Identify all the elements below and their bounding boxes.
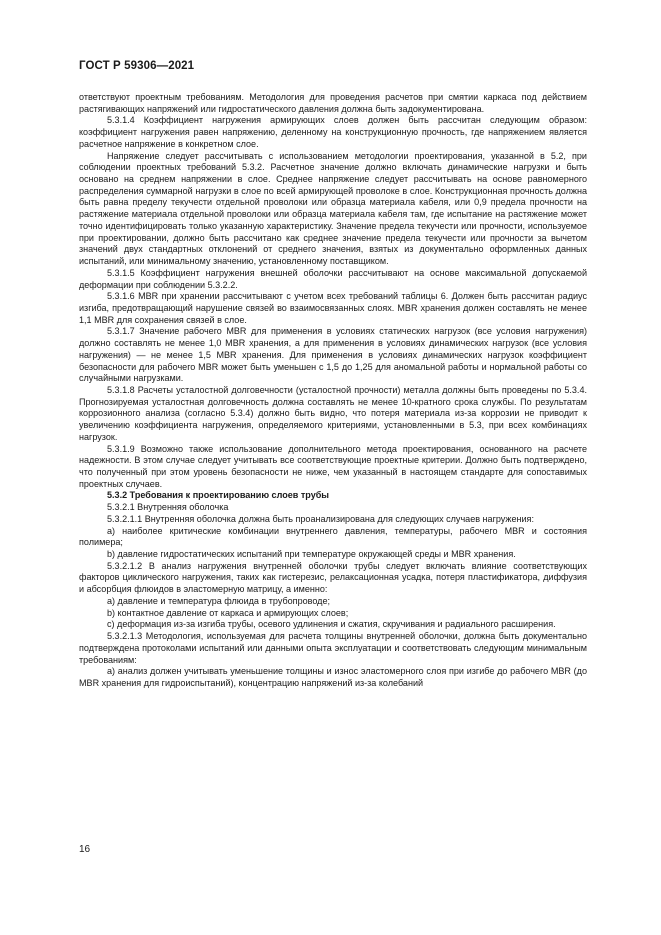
paragraph: ответствуют проектным требованиям. Методология для проведения расчетов при смятии каркаса под действием растягивающих напряжений или гидростатического давления должна быть задокументирована. (79, 92, 587, 114)
list-item: a) давление и температура флюида в трубопроводе; (107, 595, 331, 606)
list-item: a) анализ должен учитывать уменьшение толщины и износ эластомерного слоя при изгибе до рабочего MBR (до MBR хранения для гидроиспытаний), концентрацию напряжений из-за колебаний (79, 666, 587, 688)
list-item: b) контактное давление от каркаса и армирующих слоев; (107, 607, 349, 618)
paragraph: 5.3.2.1.1 Внутренняя оболочка должна быть проанализирована для следующих случаев нагружения: (107, 513, 534, 524)
section-heading: 5.3.2 Требования к проектированию слоев трубы (107, 490, 330, 501)
paragraph: 5.3.1.7 Значение рабочего MBR для применения в условиях статических нагрузок (все условия нагружения) должно составлять не менее 1,0 MBR хранения, а для применения в условиях динамических нагрузок (все условия нагружения) — не менее 1,5 MBR хранения. Для применения в условиях динамических нагрузок коэффициент безопасности для рабочего MBR может быть уменьшен с 1,5 до 1,25 для аномальной работы и нормальной работы со случайными нагрузками. (79, 326, 587, 384)
body-text (79, 92, 587, 690)
paragraph: 5.3.1.4 Коэффициент нагружения армирующих слоев должен быть рассчитан следующим образом: коэффициент нагружения равен напряжению, деленному на конструкционную прочность, где напряжением является расчетное напряжение в конкретном слое. (79, 115, 587, 149)
subsection-heading: 5.3.2.1 Внутренняя оболочка (107, 502, 229, 513)
paragraph: 5.3.1.8 Расчеты усталостной долговечности (усталостной прочности) металла должны быть проведены по 5.3.4. Прогнозируемая усталостная долговечность должна составлять не менее 10-кратного срока службы. По результатам коррозионного анализа (согласно 5.3.4) должно быть видно, что потеря материала из-за коррозии не приводит к увеличению коэффициента нагружения, определяемого критериями, установленными в 5.3, при всех комбинациях нагрузок. (79, 384, 587, 442)
paragraph: 5.3.2.1.2 В анализ нагружения внутренней оболочки трубы следует включать влияние соответствующих факторов циклического нагружения, таких как гистерезис, релаксационная усадка, потеря пластификатора, диффузия и абсорбция флюидов в эластомерную матрицу, а именно: (79, 560, 587, 595)
paragraph: 5.3.1.5 Коэффициент нагружения внешней оболочки рассчитывают на основе максимальной допускаемой деформации при соблюдении 5.3.2.2. (79, 267, 587, 290)
document-code-header: ГОСТ Р 59306—2021 (79, 60, 195, 72)
paragraph: Напряжение следует рассчитывать с использованием методологии проектирования, указанной в 5.2, при соблюдении проектных требований 5.3.2. Расчетное значение должно включать динамические нагрузки и быть основано на среднем напряжении в слое. Среднее напряжение следует рассчитывать на основе равномерного распределения суммарной нагрузки в слое по всей армирующей проволоке в слое. Конструкционная прочность должна быть равна пределу текучести отдельной проволоки или образца материала кабеля, или 0,9 предела прочности на растяжение материала отдельной проволоки или образца материала кабеля там, где испытание на растяжение может точно идентифицировать только указанную характеристику. Значение предела текучести или прочности, используемое при проектировании, должно быть рассчитано как среднее значение предела текучести или прочности за вычетом значений двух стандартных отклонений от среднего значения, взятых из документально оформленных данных испытаний, или минимальному значению, установленному поставщиком. (79, 150, 587, 267)
page-number: 16 (79, 844, 91, 855)
list-item: a) наиболее критические комбинации внутреннего давления, температуры, рабочего MBR и состояния полимера; (79, 525, 587, 548)
paragraph: 5.3.1.6 MBR при хранении рассчитывают с учетом всех требований таблицы 6. Должен быть рассчитан радиус изгиба, предотвращающий нарушение связей во взаимосвязанных слоях. MBR хранения должен составлять не менее 1,1 MBR для сохранения связей в слое. (79, 291, 587, 325)
list-item: c) деформация из-за изгиба трубы, осевого удлинения и сжатия, скручивания и радиального расширения. (107, 619, 556, 630)
paragraph: 5.3.2.1.3 Методология, используемая для расчета толщины внутренней оболочки, должна быть документально подтверждена протоколами испытаний или данными опыта эксплуатации и соответствовать следующим минимальным требованиям: (79, 631, 587, 665)
paragraph: 5.3.1.9 Возможно также использование дополнительного метода проектирования, основанного на расчете надежности. В этом случае следует учитывать все соответствующие проектные критерии. Должно быть подтверждено, что полученный при этом уровень безопасности не ниже, чем указанный в настоящем стандарте для сопоставимых проектных случаев. (79, 443, 587, 489)
list-item: b) давление гидростатических испытаний при температуре окружающей среды и MBR хранения. (107, 549, 516, 560)
